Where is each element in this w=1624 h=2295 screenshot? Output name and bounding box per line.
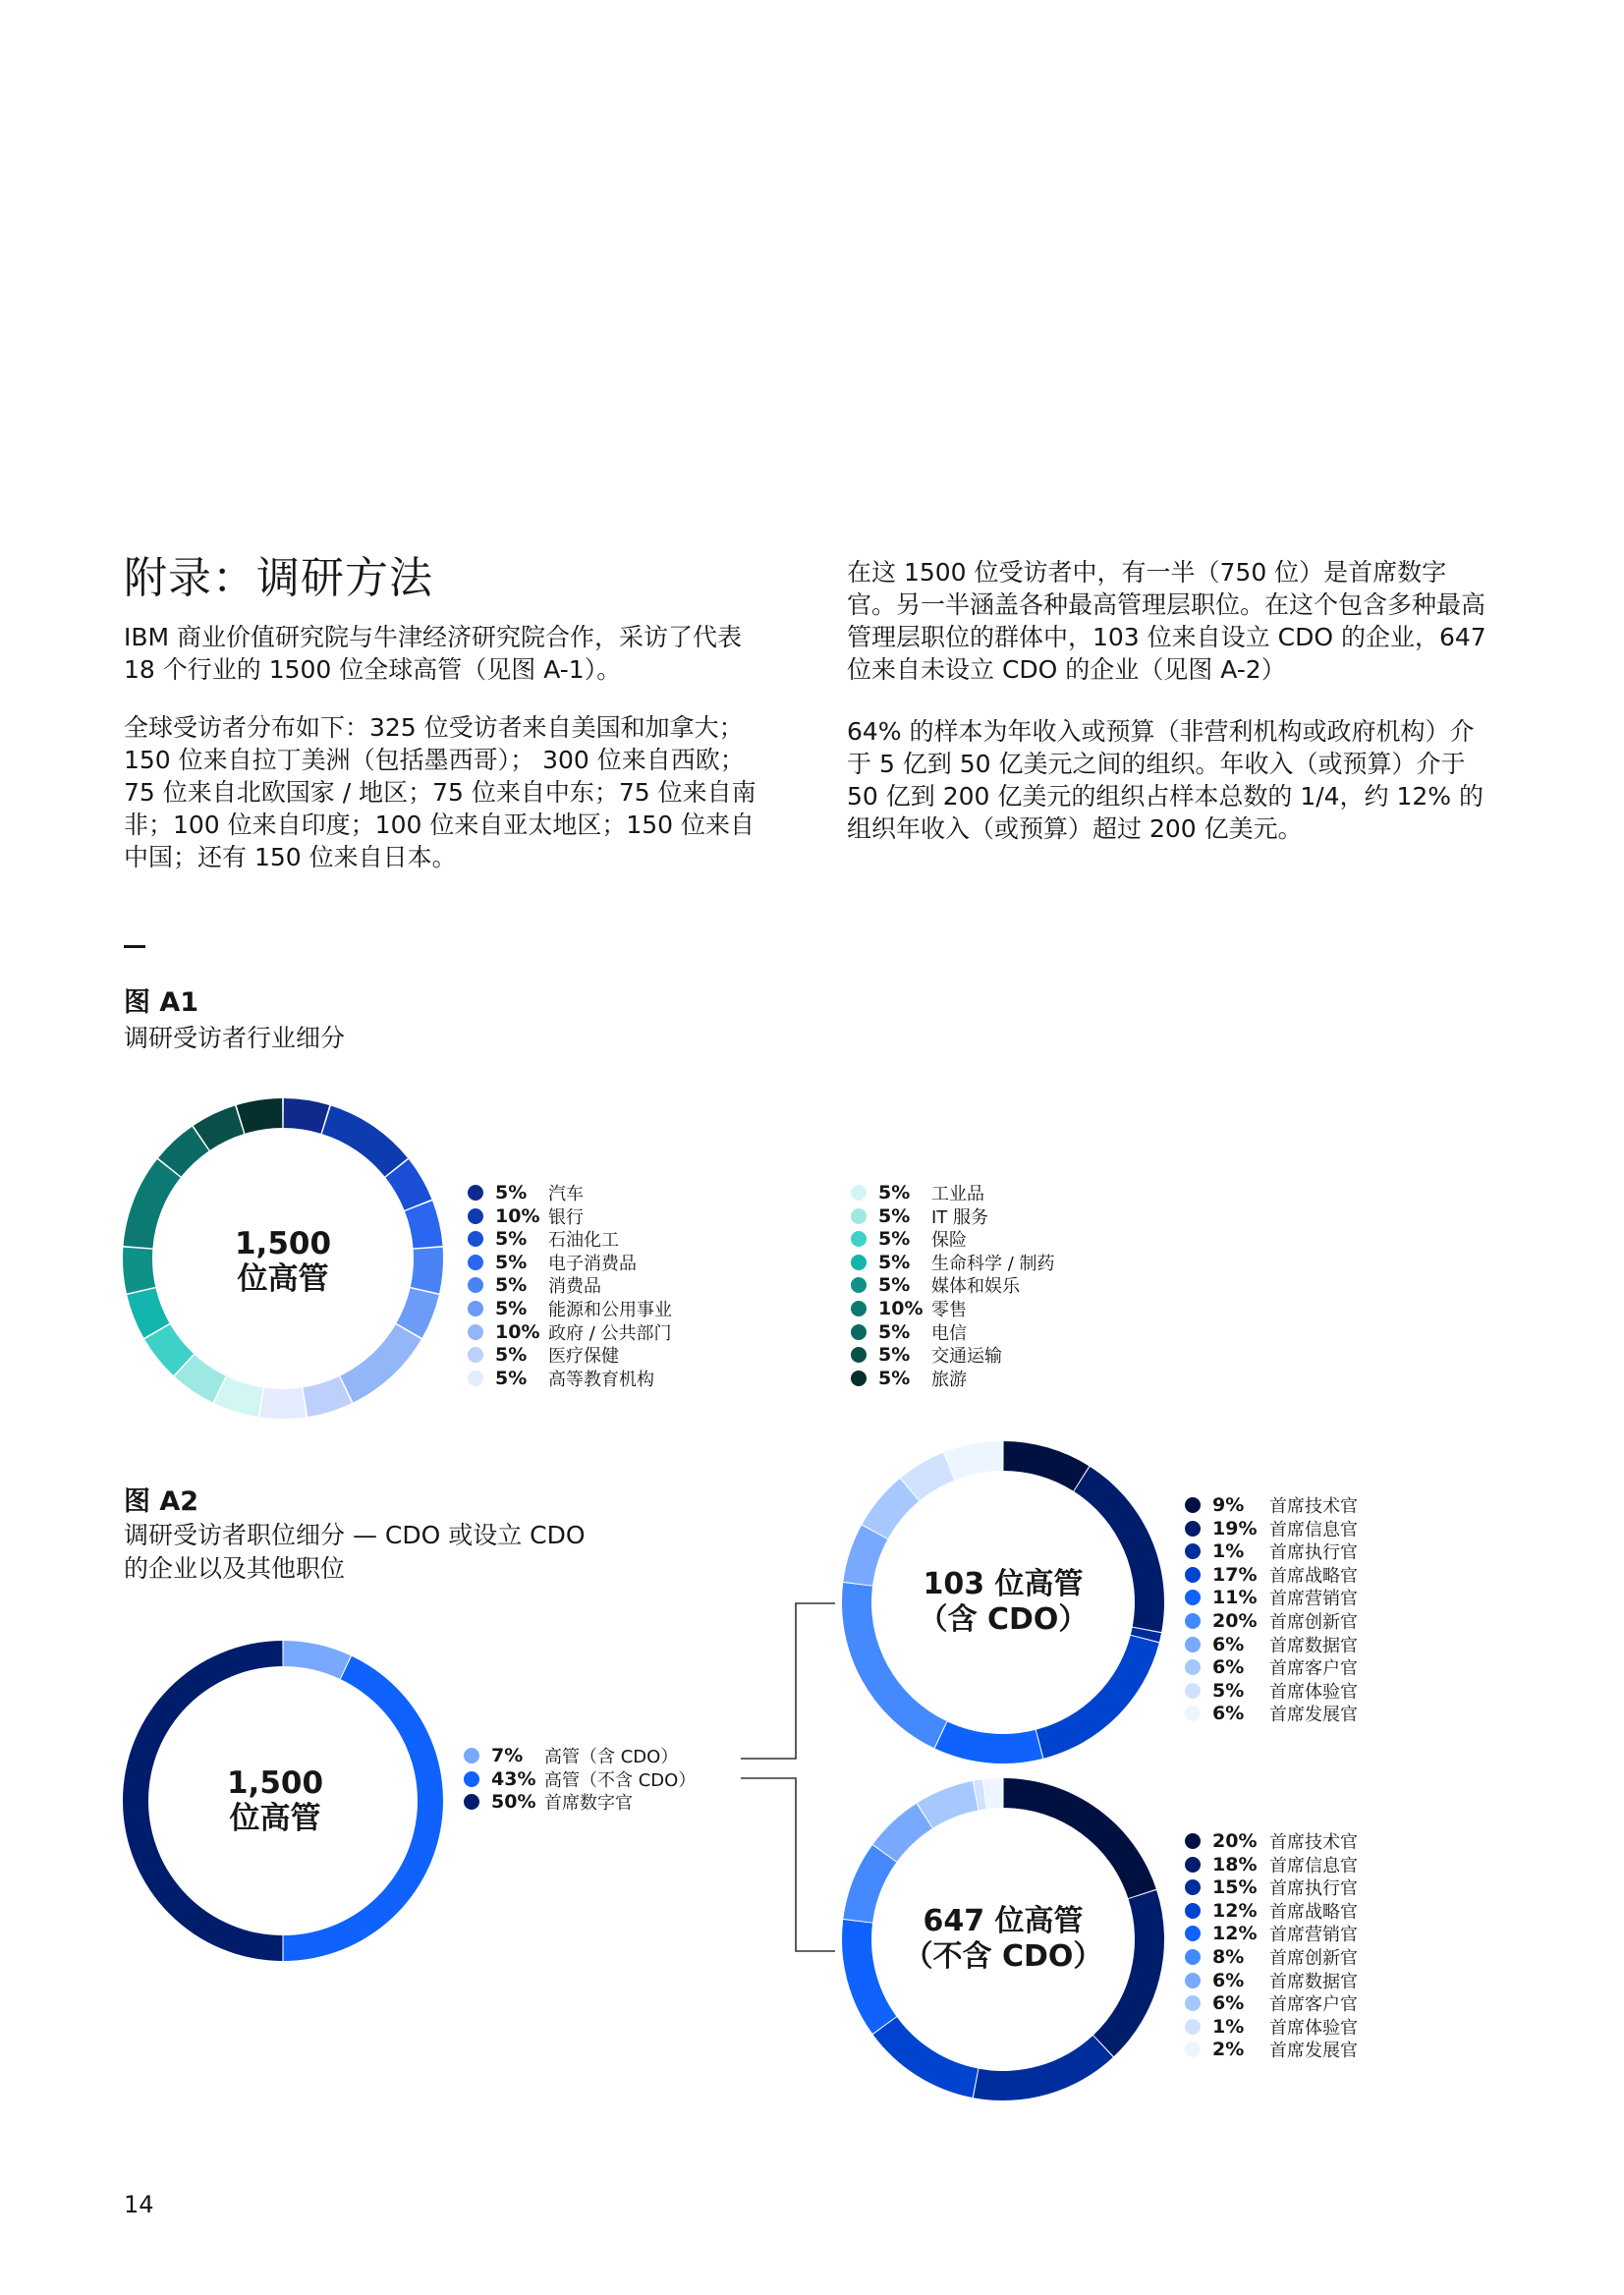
legend-label: 首席数字官 (544, 1793, 633, 1815)
without-cdo-center-line1: 647 位高管 (923, 1904, 1084, 1938)
legend-swatch (468, 1208, 483, 1224)
legend-item (1185, 1633, 1358, 1656)
legend-swatch (468, 1347, 483, 1363)
legend-value: 1% (1212, 2015, 1245, 2038)
legend-value: 5% (878, 1228, 911, 1251)
legend-value: 9% (1212, 1494, 1245, 1516)
legend-value: 50% (491, 1791, 536, 1814)
legend-label: 高管（不含 CDO） (544, 1769, 697, 1791)
legend-item (468, 1297, 672, 1320)
legend-label: 媒体和娱乐 (931, 1276, 1020, 1298)
legend-value: 5% (495, 1298, 528, 1319)
donut-slice-0 (1003, 1778, 1155, 1898)
legend-item (851, 1343, 1002, 1367)
legend-label: 生命科学 / 制药 (931, 1253, 1055, 1274)
legend-item (468, 1343, 619, 1367)
donut-slice-9 (983, 1778, 1003, 1809)
legend-swatch (468, 1324, 483, 1340)
legend-item (851, 1320, 967, 1344)
donut-slice-0 (283, 1641, 350, 1679)
legend-label: 高管（含 CDO） (544, 1747, 679, 1767)
legend-value: 6% (1212, 1969, 1245, 1991)
legend-item (1185, 1922, 1358, 1945)
legend-swatch (464, 1794, 479, 1810)
intro-paragraph: IBM 商业价值研究院与牛津经济研究院合作，采访了代表 18 个行业的 1500 位全球高管（见图 A-1）。 (124, 623, 743, 684)
legend-item (1185, 1655, 1358, 1679)
legend-swatch (851, 1231, 867, 1247)
legend-value: 5% (878, 1251, 911, 1273)
legend-label: 石油化工 (548, 1230, 619, 1252)
legend-value: 5% (1212, 1679, 1245, 1702)
legend-value: 10% (495, 1320, 540, 1343)
legend-value: 6% (1212, 1633, 1245, 1655)
legend-value: 5% (878, 1344, 911, 1367)
figure-a1-center-label (121, 1226, 445, 1297)
legend-label: 汽车 (548, 1184, 584, 1204)
legend-label: 消费品 (548, 1276, 601, 1298)
legend-value: 19% (1212, 1517, 1258, 1539)
legend-label: 工业品 (931, 1184, 984, 1204)
legend-label: 首席技术官 (1269, 1832, 1358, 1853)
legend-swatch (1185, 1995, 1201, 2011)
legend-label: 高等教育机构 (548, 1369, 654, 1390)
legend-swatch (851, 1277, 867, 1293)
legend-swatch (1185, 1879, 1201, 1895)
page-title: 附录：调研方法 (124, 553, 433, 603)
legend-item (1185, 2015, 1358, 2039)
with-cdo-center-line1: 103 位高管 (923, 1567, 1084, 1601)
legend-value: 6% (1212, 1703, 1245, 1725)
legend-label: 首席创新官 (1269, 1948, 1358, 1969)
legend-label: 保险 (931, 1230, 967, 1252)
donut-slice-17 (237, 1098, 283, 1134)
figure-a1-center-number: 1,500 (234, 1226, 332, 1261)
legend-value: 5% (878, 1320, 911, 1343)
legend-value: 5% (495, 1274, 528, 1297)
legend-value: 10% (878, 1298, 924, 1319)
legend-swatch (1185, 2019, 1201, 2035)
legend-label: 电信 (931, 1322, 967, 1344)
legend-item (851, 1227, 967, 1251)
legend-value: 5% (495, 1344, 528, 1367)
legend-label: 首席信息官 (1269, 1855, 1358, 1876)
donut-slice-3 (873, 2017, 979, 2098)
legend-item (468, 1181, 584, 1204)
legend-swatch (468, 1185, 483, 1201)
legend-item (851, 1273, 1020, 1297)
with-cdo-center-line2: （含 CDO） (918, 1602, 1089, 1637)
legend-value: 5% (878, 1204, 911, 1227)
donut-slice-9 (944, 1441, 1002, 1480)
without-cdo-center-line2: （不含 CDO） (903, 1939, 1103, 1974)
legend-item (1185, 1945, 1358, 1969)
legend-label: 旅游 (931, 1369, 967, 1390)
region-paragraph: 全球受访者分布如下：325 位受访者来自美国和加拿大；150 位来自拉丁美洲（包括墨西哥）； 300 位来自西欧；75 位来自北欧国家 / 地区；75 位来自中东；75 位来自南非；100 位来自印度；100 位来自亚太地区；150 位来自中国；还有 150 位来自日本。 (124, 713, 756, 871)
legend-swatch (1185, 1637, 1201, 1652)
legend-item (468, 1273, 601, 1297)
legend-label: 交通运输 (931, 1346, 1002, 1368)
figure-a1-center-unit: 位高管 (237, 1261, 329, 1297)
legend-swatch (851, 1185, 867, 1201)
legend-label: 政府 / 公共部门 (548, 1322, 672, 1344)
legend-item (1185, 1969, 1358, 1992)
legend-swatch (851, 1301, 867, 1316)
legend-swatch (468, 1301, 483, 1316)
legend-item (851, 1204, 988, 1228)
legend-label: 首席营销官 (1269, 1925, 1358, 1946)
legend-label: IT 服务 (931, 1206, 989, 1228)
legend-value: 12% (1212, 1923, 1258, 1945)
legend-value: 6% (1212, 1992, 1245, 2015)
legend-item (468, 1320, 672, 1344)
figure-a2-label: 图 A2 (124, 1486, 199, 1517)
legend-label: 首席创新官 (1269, 1612, 1358, 1633)
legend-item (1185, 1517, 1358, 1540)
figure-a2-center-unit: 位高管 (229, 1801, 321, 1836)
legend-swatch (1185, 1903, 1201, 1919)
legend-value: 7% (491, 1745, 524, 1766)
legend-item (1185, 1899, 1358, 1923)
legend-swatch (851, 1208, 867, 1224)
donut-slice-1 (322, 1105, 408, 1176)
legend-value: 43% (491, 1767, 536, 1790)
figure-a1-subtitle: 调研受访者行业细分 (124, 1024, 346, 1052)
legend-label: 银行 (548, 1206, 584, 1228)
legend-swatch (468, 1277, 483, 1293)
legend-label: 首席信息官 (1269, 1519, 1358, 1540)
legend-swatch (1185, 1683, 1201, 1699)
role-paragraph: 在这 1500 位受访者中，有一半（750 位）是首席数字官。另一半涵盖各种最高管理层职位。在这个包含多种最高管理层职位的群体中，103 位来自设立 CDO 的企业，647 位来自未设立 CDO 的企业（见图 A-2） (847, 558, 1486, 684)
legend-item (1185, 1991, 1358, 2015)
legend-swatch (1185, 1659, 1201, 1675)
legend-item (1185, 1493, 1358, 1517)
legend-label: 能源和公用事业 (548, 1300, 672, 1320)
legend-swatch (1185, 1706, 1201, 1721)
legend-value: 5% (878, 1182, 911, 1203)
legend-item (1185, 1702, 1358, 1725)
legend-item (851, 1181, 984, 1204)
legend-swatch (1185, 1613, 1201, 1629)
legend-swatch (1185, 1926, 1201, 1941)
donut-slice-3 (1036, 1636, 1159, 1759)
legend-label: 首席战略官 (1269, 1901, 1358, 1923)
legend-swatch (464, 1771, 479, 1787)
figure-a2-center-label (113, 1765, 437, 1836)
legend-item (1185, 1679, 1358, 1703)
legend-swatch (1185, 1973, 1201, 1988)
legend-value: 2% (1212, 2039, 1245, 2061)
legend-swatch (1185, 2042, 1201, 2057)
without-cdo-center-label (841, 1904, 1165, 1975)
donut-slice-2 (974, 2036, 1113, 2100)
legend-label: 电子消费品 (548, 1253, 637, 1274)
legend-label: 首席体验官 (1269, 2017, 1358, 2039)
section-divider (124, 945, 145, 948)
legend-value: 5% (495, 1228, 528, 1251)
legend-label: 首席执行官 (1269, 1878, 1358, 1900)
legend-swatch (851, 1371, 867, 1386)
figure-a2-center-number: 1,500 (226, 1765, 324, 1801)
legend-swatch (1185, 1857, 1201, 1873)
legend-swatch (851, 1347, 867, 1363)
legend-swatch (1185, 1567, 1201, 1583)
legend-label: 首席体验官 (1269, 1681, 1358, 1703)
legend-label: 医疗保健 (548, 1346, 619, 1368)
donut-slice-0 (1003, 1441, 1089, 1491)
legend-value: 5% (495, 1182, 528, 1203)
figure-a2-subtitle-line2: 的企业以及其他职位 (124, 1554, 346, 1583)
legend-value: 17% (1212, 1563, 1258, 1586)
legend-item (468, 1367, 654, 1390)
legend-item (851, 1297, 967, 1320)
legend-item (1185, 1829, 1358, 1853)
legend-label: 首席执行官 (1269, 1542, 1358, 1564)
legend-swatch (468, 1231, 483, 1247)
legend-item (464, 1744, 678, 1767)
legend-label: 首席客户官 (1269, 1994, 1358, 2016)
legend-item (468, 1204, 584, 1228)
legend-value: 10% (495, 1204, 540, 1227)
page-number: 14 (124, 2191, 154, 2218)
donut-slice-0 (284, 1098, 330, 1134)
donut-slice-4 (935, 1721, 1043, 1763)
legend-item (1185, 2038, 1358, 2061)
legend-value: 11% (1212, 1587, 1258, 1609)
legend-label: 首席营销官 (1269, 1589, 1358, 1610)
legend-swatch (1185, 1521, 1201, 1537)
legend-item (464, 1767, 696, 1791)
legend-swatch (1185, 1833, 1201, 1849)
legend-label: 首席技术官 (1269, 1496, 1358, 1517)
legend-item (464, 1790, 633, 1814)
legend-value: 20% (1212, 1830, 1258, 1852)
legend-swatch (1185, 1497, 1201, 1513)
legend-label: 首席战略官 (1269, 1565, 1358, 1587)
legend-label: 首席数据官 (1269, 1635, 1358, 1656)
legend-item (1185, 1563, 1358, 1587)
legend-value: 18% (1212, 1853, 1258, 1875)
legend-swatch (468, 1255, 483, 1270)
figure-a2-subtitle-line1: 调研受访者职位细分 — CDO 或设立 CDO (124, 1521, 586, 1549)
donut-slice-8 (260, 1388, 307, 1419)
legend-item (851, 1367, 967, 1390)
legend-value: 20% (1212, 1610, 1258, 1632)
legend-item (1185, 1609, 1358, 1633)
legend-value: 15% (1212, 1876, 1258, 1899)
legend-swatch (464, 1748, 479, 1763)
revenue-paragraph: 64% 的样本为年收入或预算（非营利机构或政府机构）介于 5 亿到 50 亿美元之间的组织。年收入（或预算）介于 50 亿到 200 亿美元的组织占样本总数的 1/4，约 12% 的组织年收入（或预算）超过 200 亿美元。 (847, 717, 1484, 843)
legend-item (1185, 1586, 1358, 1609)
legend-value: 5% (495, 1251, 528, 1273)
legend-value: 12% (1212, 1899, 1258, 1922)
legend-item (851, 1251, 1055, 1274)
legend-item (1185, 1875, 1358, 1899)
legend-swatch (851, 1324, 867, 1340)
legend-item (1185, 1539, 1358, 1563)
legend-value: 5% (495, 1367, 528, 1389)
legend-swatch (851, 1255, 867, 1270)
legend-swatch (1185, 1590, 1201, 1605)
legend-value: 6% (1212, 1656, 1245, 1679)
legend-value: 8% (1212, 1946, 1245, 1968)
donut-slice-6 (340, 1324, 420, 1402)
legend-item (468, 1227, 619, 1251)
legend-label: 首席客户官 (1269, 1658, 1358, 1680)
figure-a1-label: 图 A1 (124, 987, 199, 1018)
legend-value: 5% (878, 1367, 911, 1389)
legend-swatch (1185, 1543, 1201, 1559)
legend-swatch (1185, 1949, 1201, 1965)
legend-label: 首席发展官 (1269, 1705, 1358, 1726)
legend-item (468, 1251, 637, 1274)
with-cdo-center-label (841, 1567, 1165, 1638)
legend-label: 首席发展官 (1269, 2041, 1358, 2062)
legend-label: 首席数据官 (1269, 1971, 1358, 1992)
legend-label: 零售 (931, 1300, 967, 1320)
legend-value: 5% (878, 1274, 911, 1297)
legend-item (1185, 1853, 1358, 1876)
legend-swatch (468, 1371, 483, 1386)
legend-value: 1% (1212, 1540, 1245, 1563)
